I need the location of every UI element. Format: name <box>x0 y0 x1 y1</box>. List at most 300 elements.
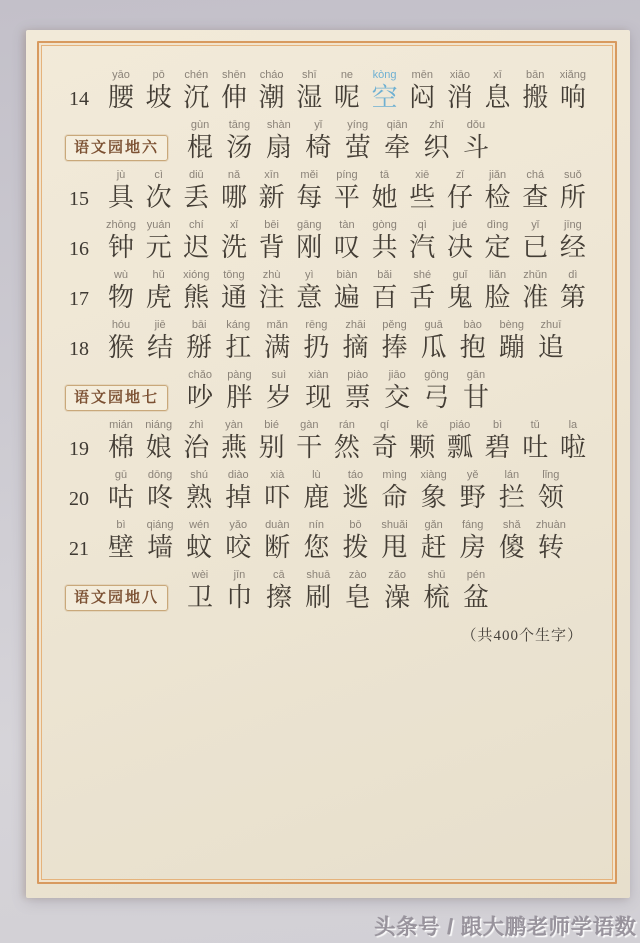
hanzi-char: 熟 <box>186 483 213 513</box>
pinyin-label: jiāo <box>388 369 406 381</box>
pinyin-label: chǎo <box>188 369 212 381</box>
hanzi-char: 墙 <box>147 533 174 563</box>
hanzi-char: 汽 <box>409 233 436 263</box>
hanzi-char: 追 <box>537 333 564 363</box>
pinyin-label: xióng <box>183 269 210 281</box>
char-cell <box>519 219 551 264</box>
char-cell <box>143 419 175 464</box>
char-cell <box>302 369 334 414</box>
char-list <box>184 569 492 614</box>
pinyin-label: xǐ <box>229 219 238 231</box>
lesson-number: 19 <box>69 438 89 460</box>
pinyin-label: xià <box>270 469 285 481</box>
hanzi-char: 鬼 <box>446 283 473 313</box>
hanzi-char: 咚 <box>147 483 174 513</box>
char-cell <box>381 119 413 164</box>
pinyin-label: lù <box>312 469 321 481</box>
hanzi-char: 织 <box>423 133 450 163</box>
pinyin-label: shú <box>190 469 209 481</box>
char-cell <box>496 519 528 564</box>
char-cell <box>302 569 334 614</box>
char-cell <box>263 119 295 164</box>
hanzi-char: 现 <box>305 383 332 413</box>
char-cell <box>218 169 250 214</box>
garden-badge: 语文园地六 <box>65 135 168 161</box>
char-cell <box>379 469 411 514</box>
pinyin-label: yāo <box>112 69 130 81</box>
char-cell <box>369 419 401 464</box>
char-cell <box>444 69 476 114</box>
pinyin-label: dì <box>568 269 578 281</box>
pinyin-label: wén <box>189 519 210 531</box>
char-cell <box>300 319 332 364</box>
pinyin-label: xiàn <box>308 369 329 381</box>
char-cell <box>418 469 450 514</box>
char-cell <box>519 419 551 464</box>
hanzi-char: 平 <box>333 183 360 213</box>
pinyin-label: piào <box>347 369 369 381</box>
pinyin-label: zhǔn <box>523 269 548 281</box>
pinyin-label: zǐ <box>455 169 464 181</box>
hanzi-char: 已 <box>522 233 549 263</box>
hanzi-char: 咬 <box>225 533 252 563</box>
pinyin-label: gū <box>114 469 128 481</box>
hanzi-char: 次 <box>145 183 172 213</box>
pinyin-label: shuǎi <box>381 519 408 531</box>
hanzi-char: 领 <box>537 483 564 513</box>
lesson-row <box>63 269 589 314</box>
pinyin-label: wù <box>113 269 129 281</box>
garden-row <box>63 119 589 164</box>
char-cell <box>256 219 288 264</box>
char-cell <box>263 369 295 414</box>
pinyin-label: niáng <box>145 419 173 431</box>
char-cell <box>557 69 589 114</box>
hanzi-char: 赶 <box>420 533 447 563</box>
hanzi-char: 皂 <box>344 583 371 613</box>
pinyin-label: tǔ <box>530 419 540 431</box>
pinyin-label: tā <box>380 169 390 181</box>
hanzi-char: 您 <box>303 533 330 563</box>
char-cell <box>421 569 453 614</box>
char-cell <box>143 219 175 264</box>
char-cell <box>342 119 374 164</box>
hanzi-char: 刚 <box>296 233 323 263</box>
char-cell <box>535 519 567 564</box>
hanzi-char: 椅 <box>305 133 332 163</box>
hanzi-char: 刷 <box>305 583 332 613</box>
char-cell <box>339 519 371 564</box>
char-cell <box>331 169 363 214</box>
pinyin-label: jù <box>116 169 126 181</box>
hanzi-char: 干 <box>296 433 323 463</box>
hanzi-char: 盆 <box>462 583 489 613</box>
hanzi-char: 胖 <box>226 383 253 413</box>
char-cell <box>218 419 250 464</box>
pinyin-label: jiǎn <box>489 169 507 181</box>
char-cell <box>261 319 293 364</box>
hanzi-char: 息 <box>484 83 511 113</box>
pinyin-label: yǐ <box>531 219 540 231</box>
char-cell <box>381 569 413 614</box>
pinyin-label: la <box>568 419 578 431</box>
pinyin-label: kòng <box>372 69 397 81</box>
character-list <box>63 69 589 856</box>
pinyin-label: yǎo <box>229 519 248 531</box>
hanzi-char: 坡 <box>145 83 172 113</box>
hanzi-char: 消 <box>446 83 473 113</box>
char-cell <box>223 569 255 614</box>
pinyin-label: piáo <box>449 419 471 431</box>
pinyin-label: chá <box>526 169 545 181</box>
hanzi-char: 伸 <box>220 83 247 113</box>
char-cell <box>482 219 514 264</box>
char-cell <box>218 219 250 264</box>
hanzi-char: 沉 <box>183 83 210 113</box>
hanzi-char: 别 <box>258 433 285 463</box>
hanzi-char: 卫 <box>187 583 214 613</box>
hanzi-char: 野 <box>459 483 486 513</box>
char-cell <box>218 69 250 114</box>
char-cell <box>105 469 137 514</box>
pinyin-label: táo <box>347 469 364 481</box>
char-list <box>184 369 492 414</box>
pinyin-label: bì <box>116 519 126 531</box>
char-cell <box>519 69 551 114</box>
pinyin-label: dìng <box>486 219 509 231</box>
pinyin-label: jīng <box>564 219 582 231</box>
char-cell <box>342 569 374 614</box>
pinyin-label: mián <box>109 419 133 431</box>
hanzi-char: 决 <box>446 233 473 263</box>
char-cell <box>331 69 363 114</box>
pinyin-label: rēng <box>305 319 328 331</box>
hanzi-char: 奇 <box>371 433 398 463</box>
pinyin-label: jué <box>452 219 468 231</box>
hanzi-char: 新 <box>258 183 285 213</box>
pinyin-label: jīn <box>233 569 246 581</box>
hanzi-char: 物 <box>107 283 134 313</box>
pinyin-label: tāng <box>228 119 251 131</box>
hanzi-char: 迟 <box>183 233 210 263</box>
hanzi-char: 闷 <box>409 83 436 113</box>
pinyin-label: zhuàn <box>535 519 566 531</box>
hanzi-char: 蹦 <box>498 333 525 363</box>
char-cell <box>406 219 438 264</box>
lesson-row <box>63 469 589 514</box>
hanzi-char: 汤 <box>226 133 253 163</box>
char-cell <box>339 319 371 364</box>
char-cell <box>302 119 334 164</box>
char-cell <box>105 269 137 314</box>
pinyin-label: qiān <box>386 119 408 131</box>
hanzi-char: 百 <box>371 283 398 313</box>
pinyin-label: gān <box>466 369 486 381</box>
pinyin-label: xiāo <box>449 69 470 81</box>
char-cell <box>482 169 514 214</box>
hanzi-char: 蚊 <box>186 533 213 563</box>
lesson-row <box>63 319 589 364</box>
pinyin-label: pō <box>152 69 165 81</box>
pinyin-label: zhuī <box>540 319 562 331</box>
pinyin-label: shū <box>427 569 446 581</box>
pinyin-label: bāi <box>191 319 207 331</box>
hanzi-char: 捧 <box>381 333 408 363</box>
pinyin-label: yǐ <box>314 119 323 131</box>
char-cell <box>180 269 212 314</box>
char-cell <box>331 269 363 314</box>
hanzi-char: 通 <box>220 283 247 313</box>
char-cell <box>444 269 476 314</box>
hanzi-char: 颗 <box>409 433 436 463</box>
char-cell <box>457 319 489 364</box>
pinyin-label: gāng <box>297 219 322 231</box>
hanzi-char: 空 <box>371 83 398 113</box>
hanzi-char: 斗 <box>462 133 489 163</box>
hanzi-char: 结 <box>147 333 174 363</box>
pinyin-label: bié <box>264 419 279 431</box>
lesson-row <box>63 519 589 564</box>
char-cell <box>256 419 288 464</box>
pinyin-label: cì <box>154 169 163 181</box>
pinyin-label: lán <box>504 469 520 481</box>
char-cell <box>256 69 288 114</box>
hanzi-char: 叹 <box>333 233 360 263</box>
char-cell <box>293 169 325 214</box>
pinyin-label: bì <box>492 419 503 431</box>
pinyin-label: wèi <box>191 569 209 581</box>
hanzi-char: 洗 <box>220 233 247 263</box>
pinyin-label: dōng <box>147 469 173 481</box>
char-cell <box>444 219 476 264</box>
char-cell <box>293 419 325 464</box>
pinyin-label: jiē <box>154 319 166 331</box>
pinyin-label: xī <box>493 69 502 81</box>
char-list <box>105 269 589 314</box>
char-cell <box>342 369 374 414</box>
char-cell <box>144 469 176 514</box>
pinyin-label: bān <box>526 69 545 81</box>
pinyin-label: hǔ <box>152 269 165 281</box>
hanzi-char: 第 <box>559 283 586 313</box>
char-cell <box>331 219 363 264</box>
pinyin-label: ne <box>340 69 354 81</box>
pinyin-label: zhì <box>188 419 204 431</box>
hanzi-char: 擦 <box>265 583 292 613</box>
hanzi-char: 准 <box>522 283 549 313</box>
char-cell <box>557 219 589 264</box>
pinyin-label: shàn <box>266 119 291 131</box>
hanzi-char: 象 <box>420 483 447 513</box>
pinyin-label: bào <box>463 319 482 331</box>
char-cell <box>256 269 288 314</box>
char-list <box>105 519 567 564</box>
char-cell <box>381 369 413 414</box>
hanzi-char: 澡 <box>384 583 411 613</box>
char-cell <box>460 119 492 164</box>
pinyin-label: gàn <box>300 419 319 431</box>
hanzi-char: 甩 <box>381 533 408 563</box>
char-cell <box>184 369 216 414</box>
hanzi-char: 熊 <box>183 283 210 313</box>
hanzi-char: 娘 <box>145 433 172 463</box>
char-cell <box>222 519 254 564</box>
pinyin-label: liǎn <box>489 269 507 281</box>
pinyin-label: pàng <box>227 369 252 381</box>
hanzi-char: 潮 <box>258 83 285 113</box>
char-cell <box>180 169 212 214</box>
pinyin-label: mìng <box>382 469 407 481</box>
pinyin-label: lǐng <box>542 469 560 481</box>
hanzi-char: 呢 <box>333 83 360 113</box>
hanzi-char: 腰 <box>107 83 134 113</box>
hanzi-char: 湿 <box>296 83 323 113</box>
char-cell <box>339 469 371 514</box>
pinyin-label: kē <box>416 419 429 431</box>
textbook-page <box>26 30 630 898</box>
hanzi-char: 转 <box>537 533 564 563</box>
hanzi-char: 所 <box>559 183 586 213</box>
char-cell <box>183 519 215 564</box>
pinyin-label: tàn <box>339 219 355 231</box>
char-cell <box>482 69 514 114</box>
hanzi-char: 岁 <box>265 383 292 413</box>
hanzi-char: 背 <box>258 233 285 263</box>
char-cell <box>105 219 137 264</box>
char-cell <box>369 269 401 314</box>
hanzi-char: 房 <box>459 533 486 563</box>
pinyin-label: rán <box>338 419 355 431</box>
char-cell <box>222 319 254 364</box>
pinyin-label: zhāi <box>345 319 366 331</box>
hanzi-char: 逃 <box>342 483 369 513</box>
hanzi-char: 舌 <box>409 283 436 313</box>
pinyin-label: mēn <box>411 69 433 81</box>
char-list <box>184 119 492 164</box>
hanzi-char: 仔 <box>446 183 473 213</box>
char-cell <box>143 169 175 214</box>
char-cell <box>223 119 255 164</box>
lesson-number: 18 <box>69 338 89 360</box>
pinyin-label: zhōng <box>106 219 136 231</box>
char-cell <box>261 519 293 564</box>
hanzi-char: 吵 <box>187 383 214 413</box>
pinyin-label: yíng <box>347 119 369 131</box>
char-cell <box>105 319 137 364</box>
pinyin-label: cā <box>273 569 285 581</box>
char-cell <box>105 69 137 114</box>
pinyin-label: yì <box>305 269 314 281</box>
char-cell <box>222 469 254 514</box>
lesson-number: 16 <box>69 238 89 260</box>
hanzi-char: 经 <box>559 233 586 263</box>
char-cell <box>183 469 215 514</box>
hanzi-char: 定 <box>484 233 511 263</box>
pinyin-label: diào <box>227 469 249 481</box>
char-cell <box>496 319 528 364</box>
pinyin-label: guā <box>424 319 443 331</box>
char-cell <box>331 419 363 464</box>
pinyin-label: káng <box>226 319 251 331</box>
char-cell <box>535 319 567 364</box>
pinyin-label: duàn <box>265 519 290 531</box>
char-cell <box>460 569 492 614</box>
pinyin-label: shuā <box>306 569 331 581</box>
pinyin-label: píng <box>336 169 358 181</box>
pinyin-label: bèng <box>499 319 525 331</box>
char-cell <box>218 269 250 314</box>
pinyin-label: suì <box>271 369 287 381</box>
vocab-lines <box>63 69 589 614</box>
char-cell <box>482 419 514 464</box>
pinyin-label: nín <box>308 519 325 531</box>
hanzi-char: 具 <box>107 183 134 213</box>
watermark-text: 头条号 / 跟大鹏老师学语数 <box>374 916 637 939</box>
char-list <box>105 319 567 364</box>
hanzi-char: 遍 <box>333 283 360 313</box>
hanzi-char: 虎 <box>145 283 172 313</box>
pinyin-label: chí <box>188 219 204 231</box>
hanzi-char: 弓 <box>423 383 450 413</box>
char-list <box>105 469 567 514</box>
pinyin-label: pén <box>466 569 486 581</box>
hanzi-char: 巾 <box>226 583 253 613</box>
hanzi-char: 丢 <box>183 183 210 213</box>
lesson-row <box>63 169 589 214</box>
char-cell <box>180 419 212 464</box>
char-cell <box>482 269 514 314</box>
pinyin-label: qiáng <box>146 519 174 531</box>
char-cell <box>444 419 476 464</box>
garden-row <box>63 569 589 614</box>
pinyin-label: zhù <box>262 269 281 281</box>
hanzi-char: 每 <box>296 183 323 213</box>
char-cell <box>418 319 450 364</box>
char-cell <box>519 269 551 314</box>
char-cell <box>143 269 175 314</box>
char-cell <box>418 519 450 564</box>
char-cell <box>406 419 438 464</box>
lesson-row <box>63 219 589 264</box>
pinyin-label: qí <box>380 419 390 431</box>
char-cell <box>180 69 212 114</box>
pinyin-label: gǎn <box>424 519 443 531</box>
pinyin-label: pěng <box>382 319 407 331</box>
hanzi-char: 瓜 <box>420 333 447 363</box>
pinyin-label: shī <box>301 69 317 81</box>
char-cell <box>421 119 453 164</box>
hanzi-char: 扇 <box>265 133 292 163</box>
char-cell <box>535 469 567 514</box>
char-cell <box>144 319 176 364</box>
garden-badge: 语文园地八 <box>65 585 168 611</box>
char-cell <box>406 169 438 214</box>
char-cell <box>105 169 137 214</box>
hanzi-char: 鹿 <box>303 483 330 513</box>
hanzi-char: 检 <box>484 183 511 213</box>
lesson-number: 15 <box>69 188 89 210</box>
hanzi-char: 吓 <box>264 483 291 513</box>
hanzi-char: 壁 <box>107 533 134 563</box>
hanzi-char: 拨 <box>342 533 369 563</box>
char-list <box>105 169 589 214</box>
char-list <box>105 419 589 464</box>
hanzi-char: 啦 <box>559 433 586 463</box>
pinyin-label: gōng <box>424 369 449 381</box>
char-cell <box>496 469 528 514</box>
hanzi-char: 交 <box>384 383 411 413</box>
hanzi-char: 哪 <box>220 183 247 213</box>
